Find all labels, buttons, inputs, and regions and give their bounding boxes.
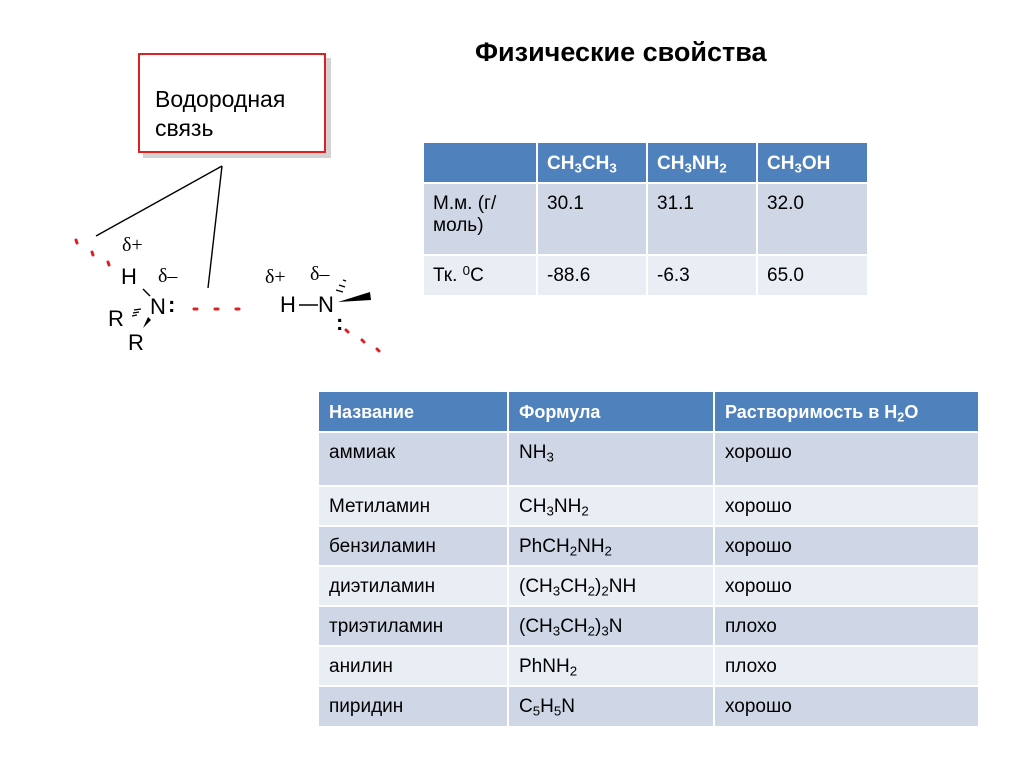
header-cell-empty <box>424 143 537 183</box>
compound-formula: $PhCH_2NH_2$ <box>508 526 714 566</box>
header-formula: Формула <box>508 392 714 432</box>
header-methanol: $CH_3OH$ <box>757 143 867 183</box>
left-hydrogen-atom: H <box>121 264 137 289</box>
table-row <box>319 686 978 726</box>
solubility-table <box>319 392 978 726</box>
header-ethane: $CH_3CH_3$ <box>537 143 647 183</box>
callout-line-2: связь <box>155 115 214 141</box>
delta-minus-label-right: δ– <box>310 263 330 285</box>
header-solubility: Растворимость в $H_2O$ <box>714 392 978 432</box>
table-header-row <box>319 392 978 432</box>
compound-formula: PhNH$_2$ <box>508 646 714 686</box>
delta-minus-label: δ– <box>158 265 178 287</box>
compound-solubility: хорошо <box>714 566 978 606</box>
left-r-group-1: R <box>108 306 124 331</box>
hbond-dots-left <box>76 240 109 265</box>
table-header-row <box>424 143 867 183</box>
header-name: Название <box>319 392 508 432</box>
compound-name: Метиламин <box>319 486 508 526</box>
compound-formula: $(CH_3CH_2)_3N$ <box>508 606 714 646</box>
table-row <box>319 566 978 606</box>
row-label-molar-mass: М.м. (г/моль) <box>424 183 537 255</box>
table-cell: -6.3 <box>647 255 757 295</box>
compound-formula: $(CH_3CH_2)_2NH$ <box>508 566 714 606</box>
compound-formula: $C_5H_5N$ <box>508 686 714 726</box>
table-cell: -88.6 <box>537 255 647 295</box>
compound-name: аммиак <box>319 432 508 486</box>
callout-line-1: Водородная <box>155 86 286 112</box>
compound-name: бензиламин <box>319 526 508 566</box>
compound-name: триэтиламин <box>319 606 508 646</box>
compound-name: пиридин <box>319 686 508 726</box>
table-row <box>424 183 867 255</box>
table-cell: 30.1 <box>537 183 647 255</box>
table-row <box>424 255 867 295</box>
left-nitrogen-atom: N <box>150 294 166 319</box>
compound-solubility: хорошо <box>714 486 978 526</box>
compound-formula: $CH_3NH_2$ <box>508 486 714 526</box>
compound-solubility: плохо <box>714 646 978 686</box>
table-cell: 32.0 <box>757 183 867 255</box>
table-row <box>319 432 978 486</box>
right-amine-wedge <box>338 292 371 302</box>
compound-name: анилин <box>319 646 508 686</box>
delta-plus-label: δ+ <box>122 234 143 256</box>
compound-solubility: хорошо <box>714 432 978 486</box>
delta-plus-label-right: δ+ <box>265 266 286 288</box>
right-nitrogen-atom: N <box>318 292 334 317</box>
compound-solubility: хорошо <box>714 526 978 566</box>
left-amine-bonds <box>132 289 150 316</box>
slide-title: Физические свойства <box>475 37 767 67</box>
table-row <box>319 486 978 526</box>
left-r-group-2: R <box>128 330 144 355</box>
compound-solubility: плохо <box>714 606 978 646</box>
table-cell: 65.0 <box>757 255 867 295</box>
header-methylamine: $CH_3NH_2$ <box>647 143 757 183</box>
table-row <box>319 606 978 646</box>
compound-solubility: хорошо <box>714 686 978 726</box>
right-hydrogen-atom: H <box>280 292 296 317</box>
hbond-dots-right <box>346 330 379 351</box>
table-row <box>319 526 978 566</box>
left-lone-pair: : <box>168 292 176 317</box>
compound-formula: $NH_3$ <box>508 432 714 486</box>
table-row <box>319 646 978 686</box>
right-lone-pair: : <box>336 310 344 335</box>
physical-properties-table <box>424 143 867 295</box>
compound-name: диэтиламин <box>319 566 508 606</box>
table-cell: 31.1 <box>647 183 757 255</box>
row-label-boiling-point: Тк. $^0$С <box>424 255 537 295</box>
